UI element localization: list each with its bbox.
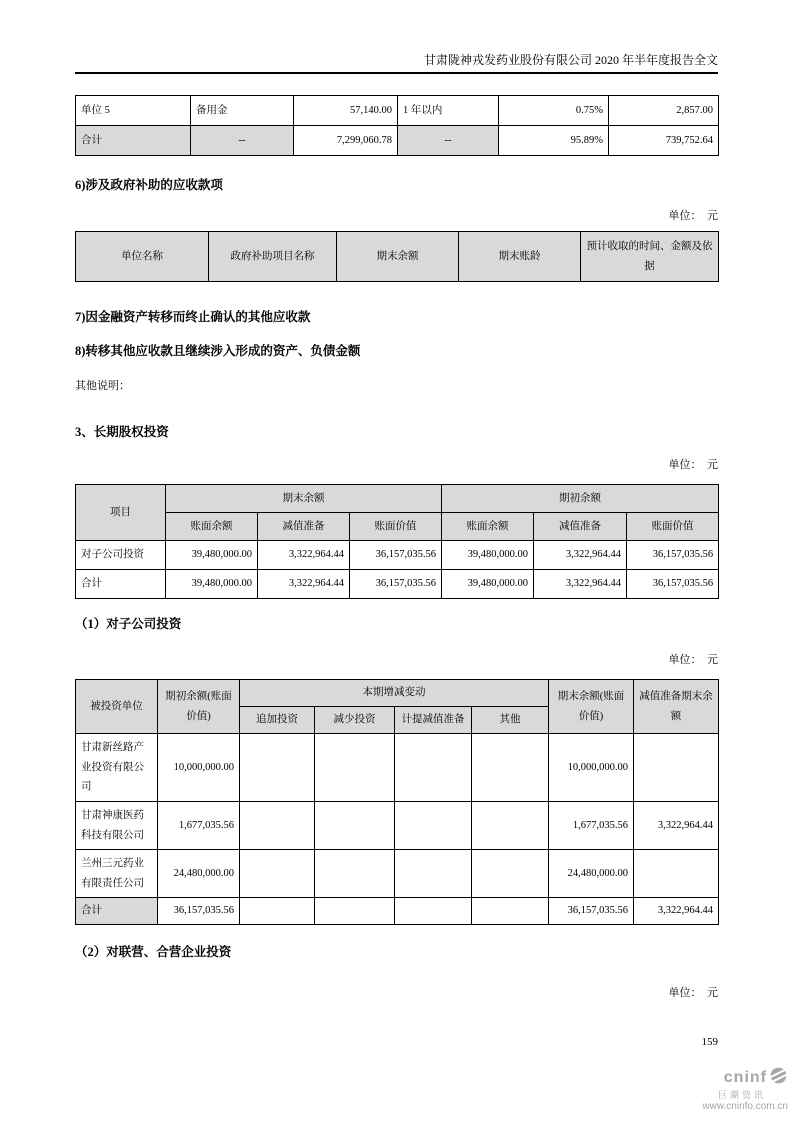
table-cell: [315, 898, 395, 925]
column-header: 减值准备期末余额: [634, 680, 719, 734]
column-header: 项目: [76, 485, 166, 541]
unit-label: 单位： 元: [668, 654, 718, 666]
cninfo-brand-text: cninf: [723, 1068, 767, 1086]
table-cell: 合计: [76, 570, 166, 599]
table-cell: 3,322,964.44: [534, 541, 627, 570]
advances-table: [75, 95, 719, 156]
table-cell: 1 年以内: [398, 96, 499, 126]
table-header-row: [76, 680, 719, 707]
table-row: [76, 850, 719, 898]
table-cell: 单位 5: [76, 96, 191, 126]
table-cell: [395, 898, 472, 925]
cninfo-logo: [702, 1066, 788, 1112]
table-cell: 3,322,964.44: [258, 570, 350, 599]
table-cell: 3,322,964.44: [634, 898, 719, 925]
column-header: 减值准备: [534, 513, 627, 541]
table-cell: 对子公司投资: [76, 541, 166, 570]
other-notes-label: 其他说明：: [75, 380, 130, 392]
table-cell: 36,157,035.56: [627, 570, 719, 599]
column-header: 其他: [472, 707, 549, 734]
table-cell: --: [398, 126, 499, 156]
section-3-2-heading: （2）对联营、合营企业投资: [75, 945, 232, 959]
table-cell: 24,480,000.00: [158, 850, 240, 898]
column-header: 追加投资: [240, 707, 315, 734]
table-cell: [634, 734, 719, 802]
section-7-heading: 7)因金融资产转移而终止确认的其他应收款: [75, 310, 311, 324]
cninfo-brand-row: [702, 1066, 788, 1090]
table-cell: 1,677,035.56: [549, 802, 634, 850]
column-header: 预计收取的时间、金额及依据: [581, 232, 719, 282]
column-header: 减少投资: [315, 707, 395, 734]
table-cell: 10,000,000.00: [549, 734, 634, 802]
table-cell: [240, 802, 315, 850]
table-cell: 24,480,000.00: [549, 850, 634, 898]
cninfo-url: www.cninfo.com.cn: [702, 1100, 788, 1112]
table-cell: [472, 734, 549, 802]
section-3-heading: 3、长期股权投资: [75, 425, 169, 439]
table-cell: [240, 850, 315, 898]
unit-label: 单位： 元: [668, 987, 718, 999]
subsidy-receivables-table: [75, 231, 719, 282]
unit-label: 单位： 元: [668, 210, 718, 222]
table-cell: 3,322,964.44: [258, 541, 350, 570]
table-cell: 备用金: [191, 96, 294, 126]
table-cell: 3,322,964.44: [634, 802, 719, 850]
table-cell: 36,157,035.56: [158, 898, 240, 925]
table-cell: 2,857.00: [609, 96, 719, 126]
table-cell: [472, 850, 549, 898]
section-8-heading: 8)转移其他应收款且继续涉入形成的资产、负债金额: [75, 344, 361, 358]
table-cell: [315, 802, 395, 850]
table-cell: 39,480,000.00: [166, 570, 258, 599]
table-cell: 甘肃神康医药科技有限公司: [76, 802, 158, 850]
table-cell: 0.75%: [499, 96, 609, 126]
unit-label: 单位： 元: [668, 459, 718, 471]
table-cell: [472, 802, 549, 850]
table-cell: 3,322,964.44: [534, 570, 627, 599]
column-group-header: 期初余额: [442, 485, 719, 513]
table-cell: [315, 850, 395, 898]
table-row: [76, 802, 719, 850]
column-header: 期末账龄: [459, 232, 581, 282]
section-6-heading: 6)涉及政府补助的应收款项: [75, 178, 223, 192]
table-cell: 36,157,035.56: [350, 570, 442, 599]
table-header-row: [76, 485, 719, 513]
table-cell: 甘肃新丝路产业投资有限公司: [76, 734, 158, 802]
table-row-total: [76, 570, 719, 599]
table-cell: 36,157,035.56: [549, 898, 634, 925]
table-cell: 39,480,000.00: [442, 570, 534, 599]
table-row: [76, 96, 719, 126]
table-cell: [240, 734, 315, 802]
table-cell: 36,157,035.56: [627, 541, 719, 570]
column-group-header: 本期增减变动: [240, 680, 549, 707]
table-cell: 39,480,000.00: [442, 541, 534, 570]
column-header: 期末余额(账面价值): [549, 680, 634, 734]
table-cell: 10,000,000.00: [158, 734, 240, 802]
page-content: [75, 0, 718, 1049]
table-cell: 1,677,035.56: [158, 802, 240, 850]
report-header-title: 甘肃陇神戎发药业股份有限公司 2020 年半年度报告全文: [75, 0, 718, 74]
column-group-header: 期末余额: [166, 485, 442, 513]
table-cell: 739,752.64: [609, 126, 719, 156]
table-header-row: [76, 232, 719, 282]
table-header-row: [76, 513, 719, 541]
section-3-1-heading: （1）对子公司投资: [75, 617, 182, 631]
column-header: 账面余额: [442, 513, 534, 541]
table-row: [76, 541, 719, 570]
column-header: 账面余额: [166, 513, 258, 541]
table-cell: --: [191, 126, 294, 156]
table-cell: 36,157,035.56: [350, 541, 442, 570]
table-cell: 合计: [76, 898, 158, 925]
page-number: 159: [701, 1036, 718, 1048]
column-header: 期初余额(账面价值): [158, 680, 240, 734]
table-cell: [315, 734, 395, 802]
table-cell: 兰州三元药业有限责任公司: [76, 850, 158, 898]
column-header: 计提减值准备: [395, 707, 472, 734]
table-cell: [472, 898, 549, 925]
column-header: 账面价值: [350, 513, 442, 541]
subsidiary-investment-table: [75, 679, 719, 925]
table-cell: 95.89%: [499, 126, 609, 156]
table-cell: 57,140.00: [294, 96, 398, 126]
table-row: [76, 734, 719, 802]
table-cell: 合计: [76, 126, 191, 156]
column-header: 期末余额: [337, 232, 459, 282]
column-header: 政府补助项目名称: [209, 232, 337, 282]
column-header: 减值准备: [258, 513, 350, 541]
table-cell: [395, 802, 472, 850]
column-header: 被投资单位: [76, 680, 158, 734]
table-cell: [395, 850, 472, 898]
table-cell: [634, 850, 719, 898]
table-cell: 7,299,060.78: [294, 126, 398, 156]
column-header: 单位名称: [76, 232, 209, 282]
table-cell: [240, 898, 315, 925]
table-row-total: [76, 126, 719, 156]
column-header: 账面价值: [627, 513, 719, 541]
cninfo-chinese-name: 巨潮资讯: [717, 1090, 766, 1101]
longterm-equity-table: [75, 484, 719, 599]
table-row-total: [76, 898, 719, 925]
cninfo-swirl-icon: [769, 1066, 788, 1090]
table-cell: 39,480,000.00: [166, 541, 258, 570]
table-cell: [395, 734, 472, 802]
